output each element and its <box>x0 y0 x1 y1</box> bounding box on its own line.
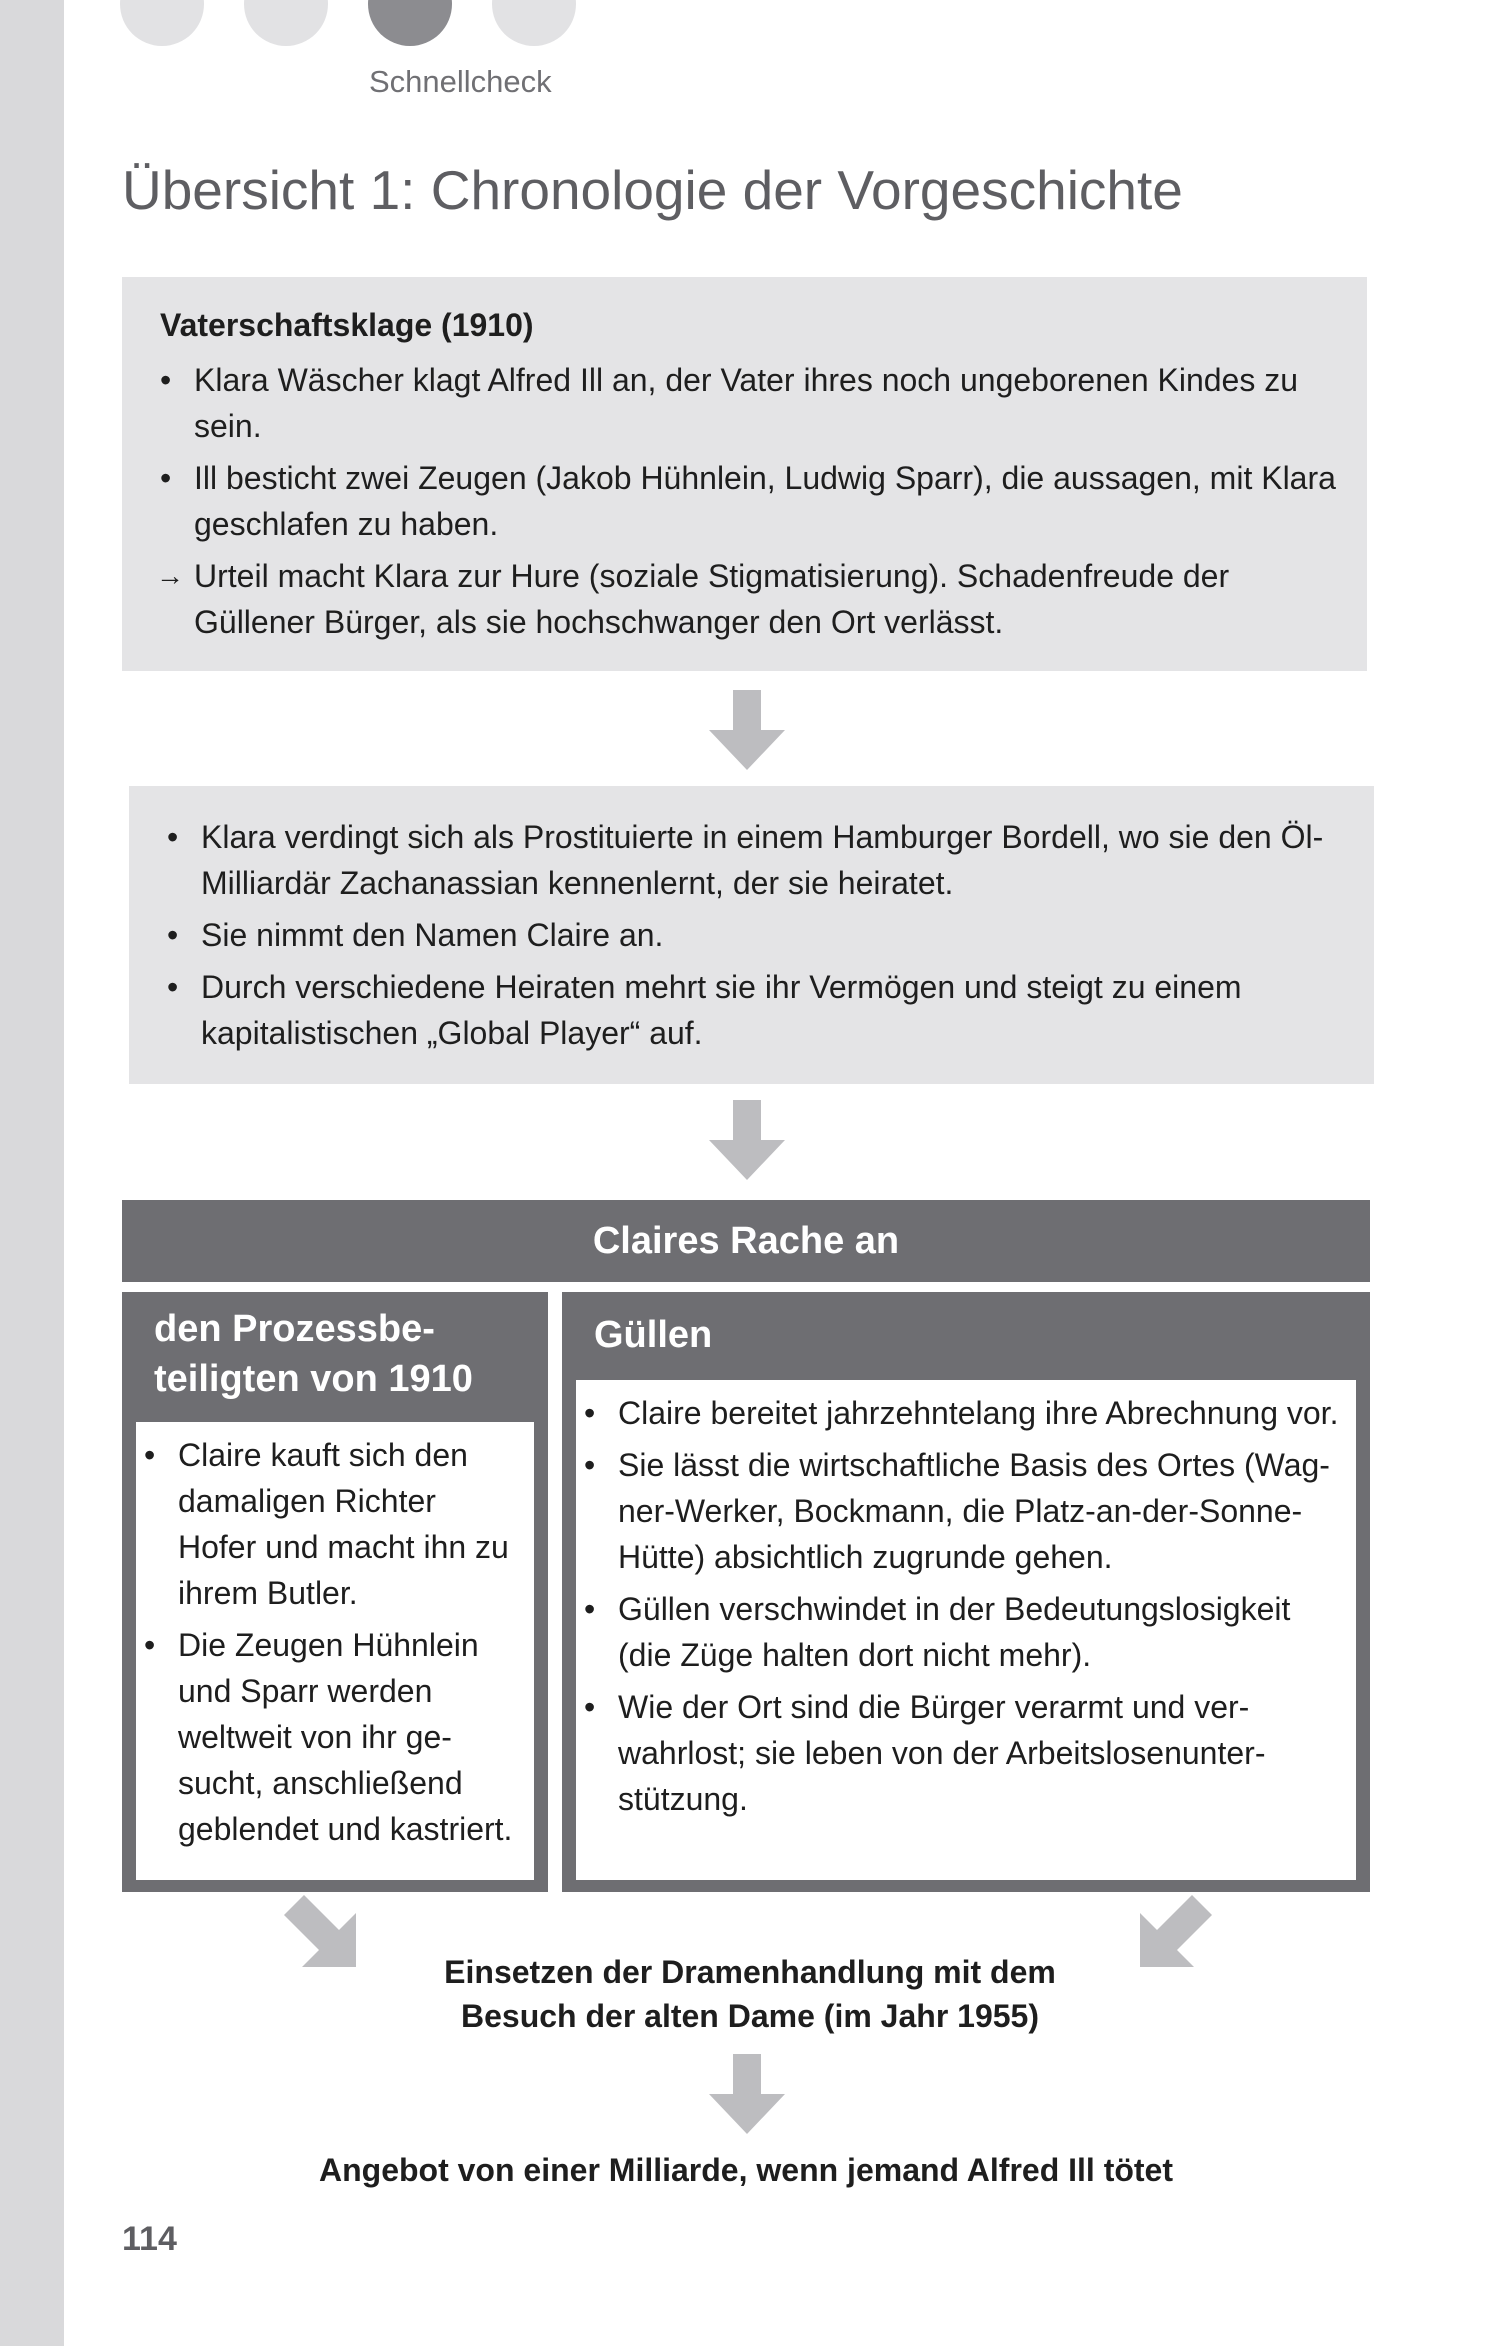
list-item: • Claire bereitet jahrzehntelang ihre Abrechnung vor. <box>582 1390 1342 1436</box>
progress-dot <box>492 0 576 46</box>
column-content <box>136 1422 534 1880</box>
list-item: • Klara Wäscher klagt Alfred Ill an, der Vater ihres noch ungeborenen Kindes zu sein. <box>158 357 1348 449</box>
box-heading: Vaterschaftsklage (1910) <box>160 307 534 343</box>
vaterschaftsklage-box <box>122 277 1367 671</box>
rache-guellen-column <box>562 1292 1370 1892</box>
list-item: • Klara verdingt sich als Prostituierte in einem Hamburger Bordell, wo sie den Öl-Milliardär Zachanassian kennenlernt, der sie heiratet. <box>165 814 1355 906</box>
bullet-list <box>165 814 1355 1062</box>
side-strip <box>0 0 64 2346</box>
angebot-text: Angebot von einer Milliarde, wenn jemand Alfred Ill tötet <box>318 2152 1173 2188</box>
rache-title-bar: Claires Rache an <box>122 1200 1370 1282</box>
list-item: • Durch verschiedene Heiraten mehrt sie ihr Vermögen und steigt zu einem kapitalistischen „Global Player“ auf. <box>165 964 1355 1056</box>
page-number: 114 <box>122 2220 177 2258</box>
bullet-list <box>158 357 1348 651</box>
progress-dot-active <box>368 0 452 46</box>
list-item: • Wie der Ort sind die Bürger verarmt und verwahrlost; sie leben von der Arbeitslosenunterstützung. <box>582 1684 1342 1822</box>
list-item: • Die Zeugen Hühnlein und Sparr werden weltweit von ihr gesucht, anschließend geblendet und kastriert. <box>142 1622 522 1852</box>
rache-prozessbeteiligte-column <box>122 1292 548 1892</box>
prostitution-box <box>129 786 1374 1084</box>
list-item: • Sie nimmt den Namen Claire an. <box>165 912 1355 958</box>
column-content <box>576 1380 1356 1880</box>
progress-dot <box>244 0 328 46</box>
bullet-list <box>142 1432 522 1858</box>
einsetzen-text <box>300 1950 1200 2038</box>
progress-dot <box>120 0 204 46</box>
down-arrow-icon <box>707 690 787 772</box>
einsetzen-line: Besuch der alten Dame (im Jahr 1955) <box>460 1998 1039 2034</box>
section-label: Schnellcheck <box>369 64 552 99</box>
column-heading: Güllen <box>594 1314 713 1356</box>
einsetzen-line: Einsetzen der Dramenhandlung mit dem <box>444 1954 1056 1990</box>
bullet-list <box>582 1390 1342 1828</box>
list-item: • Sie lässt die wirtschaftliche Basis des Ortes (Wagner-Werker, Bockmann, die Platz-an-der-Sonne-Hütte) absichtlich zugrunde gehen. <box>582 1442 1342 1580</box>
list-item: • Claire kauft sich den damaligen Richter Hofer und macht ihn zu ihrem Butler. <box>142 1432 522 1616</box>
list-item: • Ill besticht zwei Zeugen (Jakob Hühnlein, Ludwig Sparr), die aussagen, mit Klara geschlafen zu haben. <box>158 455 1348 547</box>
down-arrow-icon <box>707 1100 787 1182</box>
down-arrow-icon <box>707 2054 787 2136</box>
progress-dots <box>120 0 576 46</box>
page-title: Übersicht 1: Chronologie der Vorgeschichte <box>122 159 1183 221</box>
column-heading: den Prozessbeteiligten von 1910 <box>154 1308 473 1400</box>
list-item: • Güllen verschwindet in der Bedeutungslosigkeit (die Züge halten dort nicht mehr). <box>582 1586 1342 1678</box>
list-item-arrow: → Urteil macht Klara zur Hure (soziale Stigmatisierung). Schadenfreude der Güllener Bürger, als sie hochschwanger den Ort verlässt. <box>158 553 1348 645</box>
